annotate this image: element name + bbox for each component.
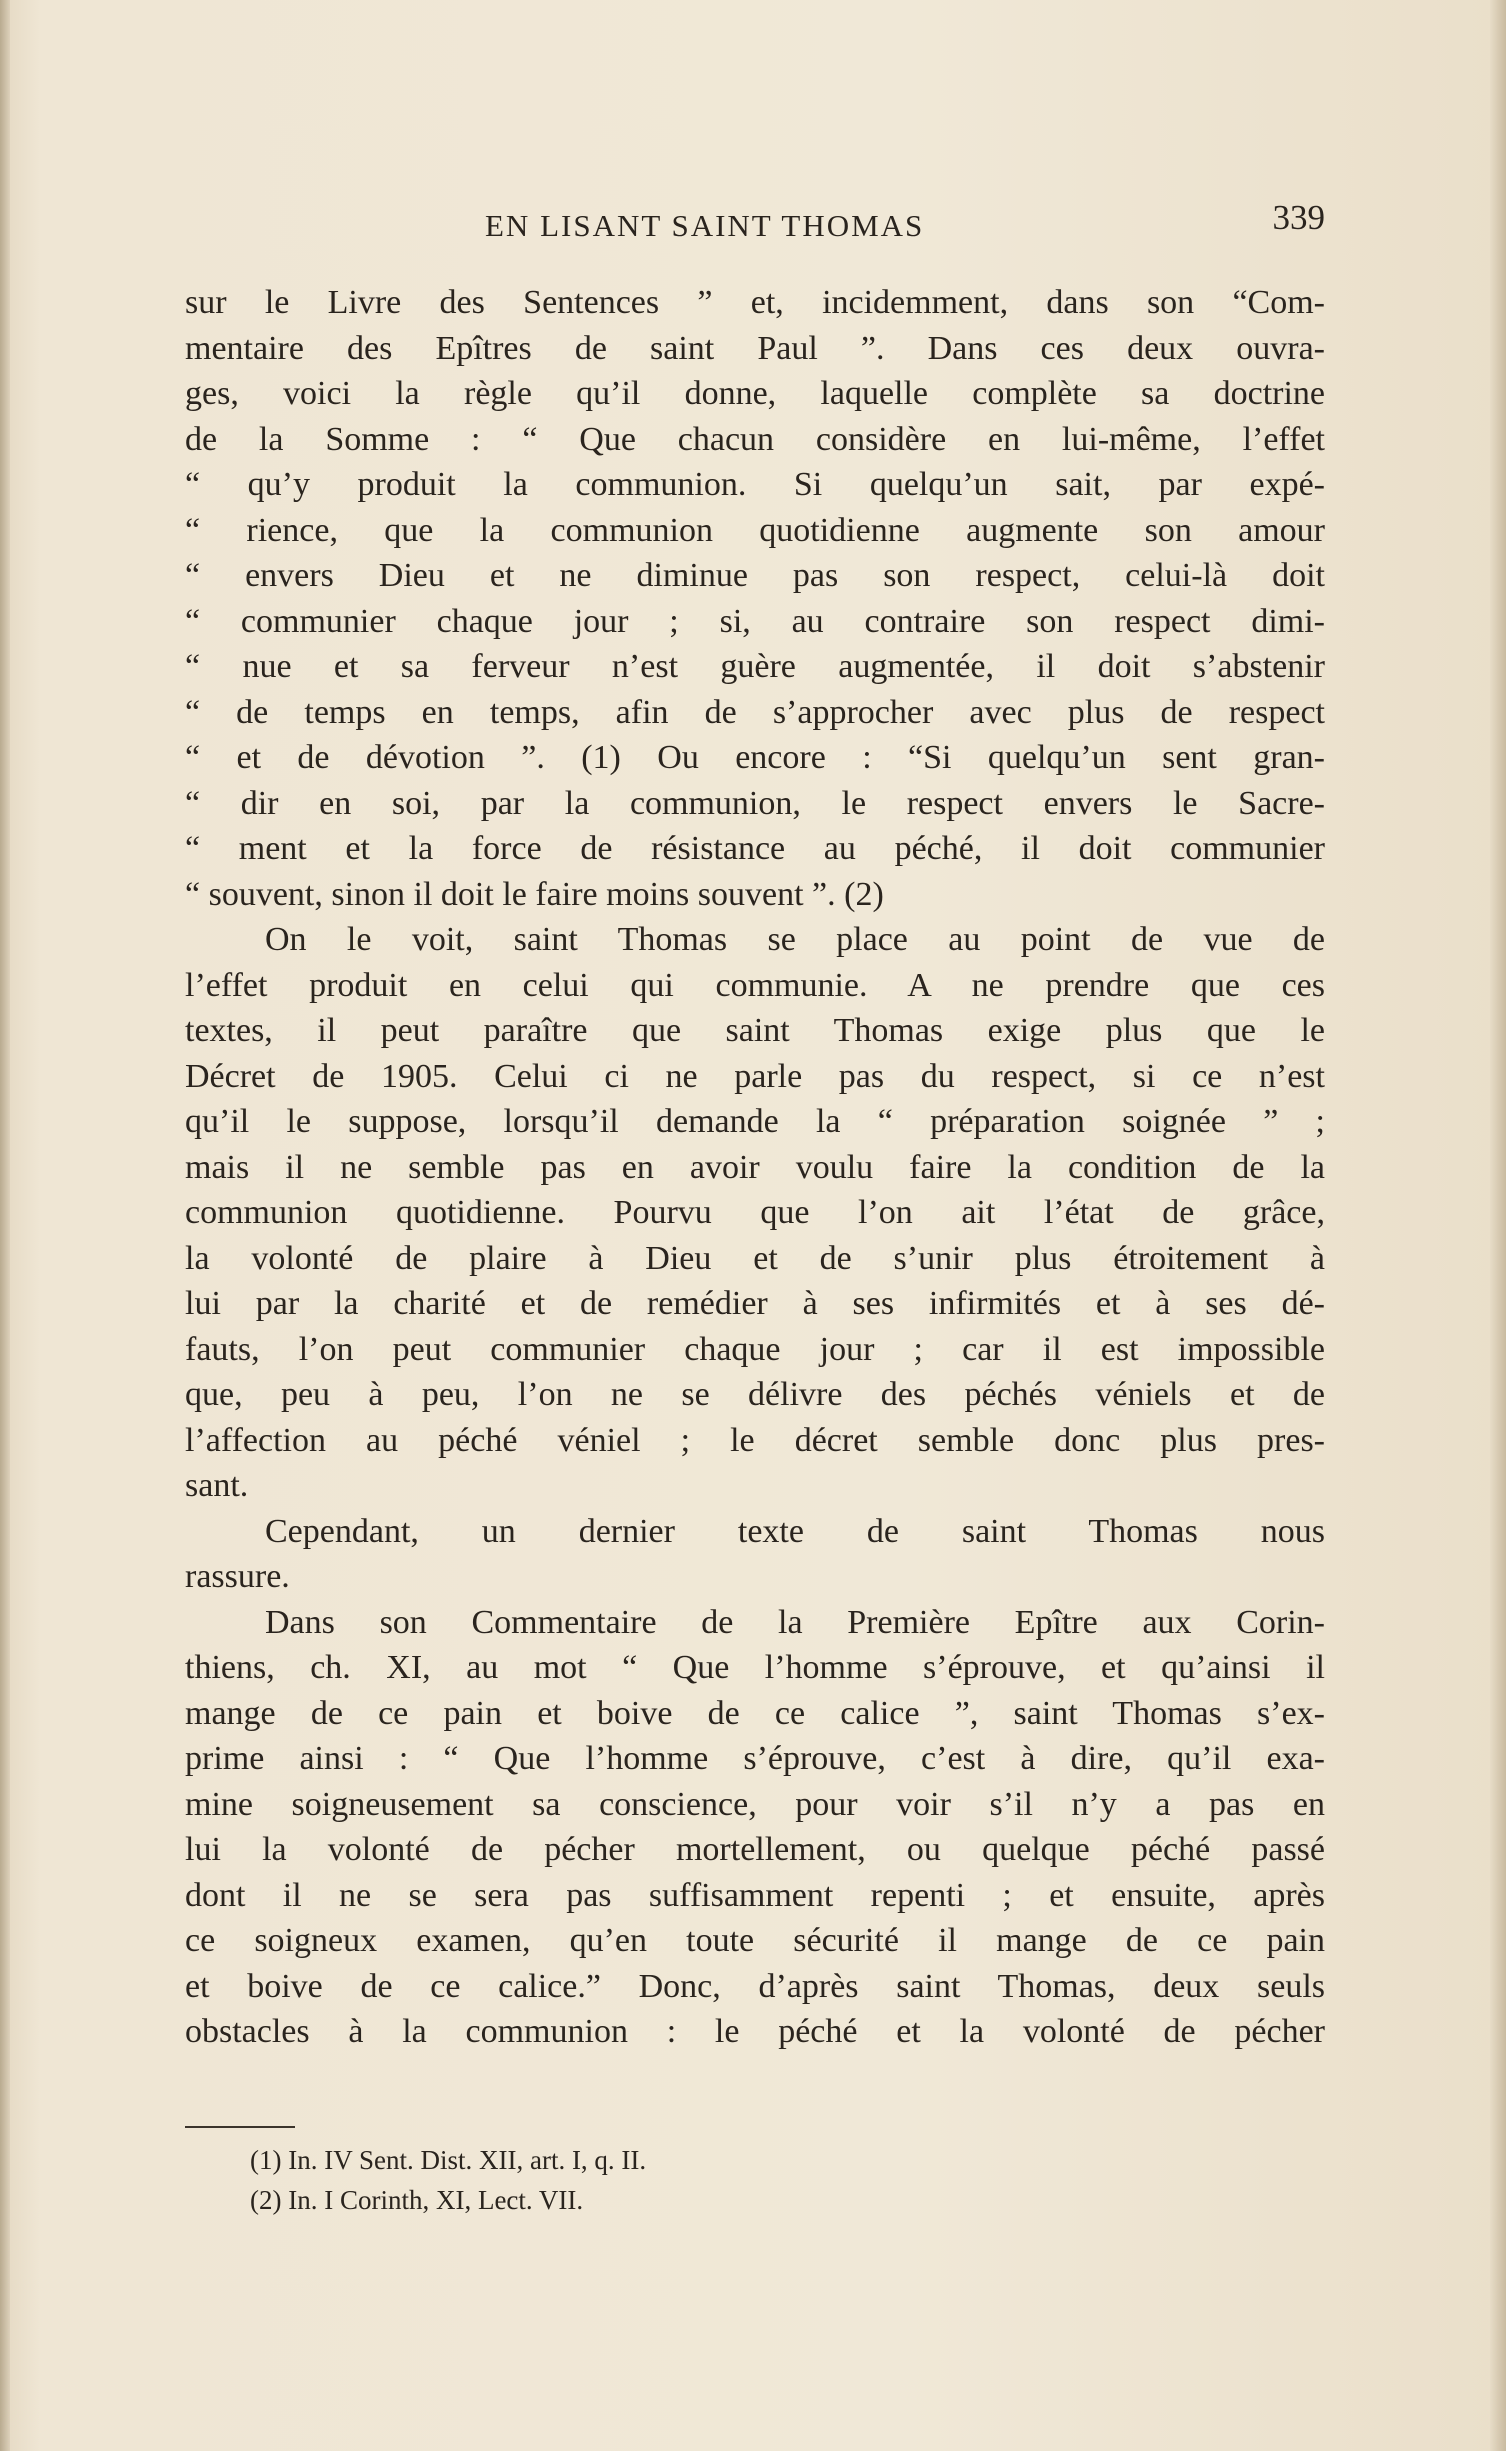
text-line: “ de temps en temps, afin de s’approcher avec plus de respect bbox=[185, 693, 1325, 731]
text-line: lui la volonté de pécher mortellement, ou quelque péché passé bbox=[185, 1831, 1325, 1868]
text-line: l’affection au péché véniel ; le décret semble donc plus pres- bbox=[185, 1421, 1325, 1459]
text-line: ges, voici la règle qu’il donne, laquelle complète sa doctrine bbox=[185, 375, 1325, 412]
text-line: sant. bbox=[185, 1467, 249, 1504]
text-line: “ qu’y produit la communion. Si quelqu’un sait, par expé- bbox=[185, 466, 1325, 503]
text-line: lui par la charité et de remédier à ses infirmités et à ses dé- bbox=[185, 1285, 1325, 1322]
text-line: “ et de dévotion ”. (1) Ou encore : “Si quelqu’un sent gran- bbox=[185, 739, 1325, 776]
text-line: ce soigneux examen, qu’en toute sécurité il mange de ce pain bbox=[185, 1922, 1325, 1959]
text-line: On le voit, saint Thomas se place au point de vue de bbox=[265, 921, 1325, 958]
page-edge-left bbox=[0, 0, 10, 2451]
text-line: fauts, l’on peut communier chaque jour ; car il est impossible bbox=[185, 1330, 1325, 1368]
text-line: et boive de ce calice.” Donc, d’après saint Thomas, deux seuls bbox=[185, 1967, 1325, 2005]
page-number: 339 bbox=[1272, 198, 1325, 237]
body-text bbox=[185, 280, 1325, 2055]
text-line: que, peu à peu, l’on ne se délivre des péchés véniels et de bbox=[185, 1376, 1325, 1413]
text-line: “ souvent, sinon il doit le faire moins souvent ”. (2) bbox=[185, 875, 884, 913]
text-line: de la Somme : “ Que chacun considère en lui-même, l’effet bbox=[185, 420, 1325, 458]
text-line: la volonté de plaire à Dieu et de s’unir plus étroitement à bbox=[185, 1239, 1325, 1277]
text-line: Cependant, un dernier texte de saint Thomas nous bbox=[265, 1512, 1325, 1550]
footnote-2: (2) In. I Corinth, XI, Lect. VII. bbox=[250, 2185, 584, 2215]
text-line: Décret de 1905. Celui ci ne parle pas du respect, si ce n’est bbox=[185, 1057, 1325, 1095]
text-line: Dans son Commentaire de la Première Epître aux Corin- bbox=[265, 1603, 1325, 1641]
text-line: communion quotidienne. Pourvu que l’on ait l’état de grâce, bbox=[185, 1194, 1325, 1231]
text-line: obstacles à la communion : le péché et la volonté de pécher bbox=[185, 2013, 1325, 2050]
text-line: thiens, ch. XI, au mot “ Que l’homme s’éprouve, et qu’ainsi il bbox=[185, 1649, 1325, 1686]
text-line: mentaire des Epîtres de saint Paul ”. Dans ces deux ouvra- bbox=[185, 329, 1325, 367]
text-line: “ nue et sa ferveur n’est guère augmentée, il doit s’abstenir bbox=[185, 648, 1325, 685]
text-line: rassure. bbox=[185, 1558, 290, 1595]
footnote-rule bbox=[185, 2126, 295, 2128]
text-line: “ communier chaque jour ; si, au contraire son respect dimi- bbox=[185, 602, 1325, 640]
text-line: “ ment et la force de résistance au péché, il doit communier bbox=[185, 830, 1325, 867]
footnote-1: (1) In. IV Sent. Dist. XII, art. I, q. II. bbox=[250, 2145, 647, 2175]
text-line: dont il ne se sera pas suffisamment repenti ; et ensuite, après bbox=[185, 1876, 1325, 1914]
running-title: EN LISANT SAINT THOMAS bbox=[485, 208, 925, 243]
text-line: prime ainsi : “ Que l’homme s’éprouve, c’est à dire, qu’il exa- bbox=[185, 1740, 1325, 1777]
text-line: “ envers Dieu et ne diminue pas son respect, celui-là doit bbox=[185, 557, 1325, 594]
text-line: “ rience, que la communion quotidienne augmente son amour bbox=[185, 511, 1325, 549]
text-line: “ dir en soi, par la communion, le respect envers le Sacre- bbox=[185, 784, 1325, 822]
text-line: mais il ne semble pas en avoir voulu faire la condition de la bbox=[185, 1148, 1325, 1186]
text-line: mange de ce pain et boive de ce calice ”, saint Thomas s’ex- bbox=[185, 1694, 1325, 1732]
page-edge-right bbox=[1490, 0, 1506, 2451]
page-header bbox=[185, 198, 1325, 258]
footnotes bbox=[250, 2140, 1150, 2220]
text-line: qu’il le suppose, lorsqu’il demande la “ préparation soignée ” ; bbox=[185, 1103, 1325, 1140]
text-line: sur le Livre des Sentences ” et, incidemment, dans son “Com- bbox=[185, 284, 1325, 321]
text-line: l’effet produit en celui qui communie. A ne prendre que ces bbox=[185, 966, 1325, 1004]
text-line: textes, il peut paraître que saint Thomas exige plus que le bbox=[185, 1012, 1325, 1049]
text-line: mine soigneusement sa conscience, pour voir s’il n’y a pas en bbox=[185, 1785, 1325, 1823]
